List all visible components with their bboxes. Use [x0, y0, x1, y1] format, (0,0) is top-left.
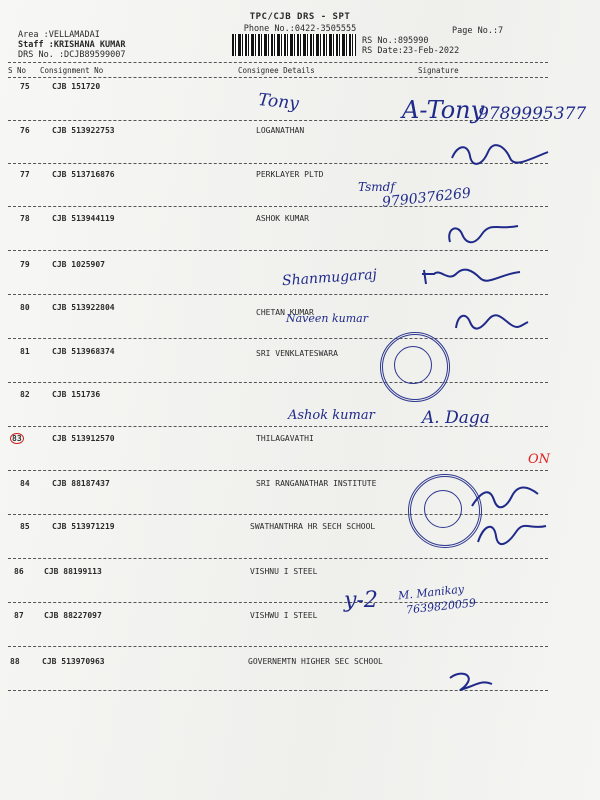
col-consignment: Consignment No — [40, 66, 104, 75]
handwritten-name: Naveen kumar — [286, 312, 368, 325]
row-sno: 75 — [20, 82, 30, 91]
row-consignee: ASHOK KUMAR — [256, 214, 309, 223]
table-row — [0, 611, 600, 655]
row-consignee: LOGANATHAN — [256, 126, 305, 135]
col-signature: Signature — [418, 66, 459, 75]
row-consignment: CJB 513912570 — [52, 434, 115, 443]
row-consignment: CJB 513716876 — [52, 170, 115, 179]
row-divider — [8, 294, 548, 295]
row-consignee: THILAGAVATHI — [256, 434, 314, 443]
row-divider — [8, 206, 548, 207]
row-consignment: CJB 151720 — [52, 82, 101, 91]
rubber-stamp-inner — [394, 346, 432, 384]
handwritten-phone: 7639820059 — [405, 596, 477, 617]
col-sno: S No — [8, 66, 27, 75]
sheet-title: TPC/CJB DRS - SPT — [249, 12, 351, 22]
row-sno: 87 — [14, 611, 24, 620]
row-sno: 76 — [20, 126, 30, 135]
table-row — [0, 170, 600, 214]
row-consignee: VISHNU I STEEL — [250, 567, 318, 576]
row-consignment: CJB 513968374 — [52, 347, 115, 356]
staff-field: Staff :KRISHANA KUMAR — [18, 40, 126, 50]
area-field: Area :VELLAMADAI — [18, 30, 100, 40]
row-sno: 88 — [10, 657, 20, 666]
handwritten-name: M. Manikay — [397, 582, 465, 603]
handwritten-phone: 9789995377 — [478, 104, 587, 124]
table-row — [0, 657, 600, 701]
column-rule — [8, 77, 548, 78]
row-consignment: CJB 88187437 — [52, 479, 110, 488]
row-sno: 82 — [20, 390, 30, 399]
signature-mark — [444, 220, 524, 250]
table-row — [0, 347, 600, 391]
row-consignee: SRI VENKLATESWARA — [256, 349, 338, 358]
row-consignment: CJB 88199113 — [44, 567, 102, 576]
header-rule — [8, 62, 548, 63]
handwritten-signature: A-Tony — [402, 96, 485, 124]
row-divider — [8, 250, 548, 251]
row-consignment: CJB 1025907 — [52, 260, 105, 269]
red-annotation: ON — [528, 452, 551, 467]
row-sno: 84 — [20, 479, 30, 488]
page-number: Page No.:7 — [452, 26, 504, 36]
handwritten-name: Tsmdf — [358, 180, 395, 194]
row-consignment: CJB 513971219 — [52, 522, 115, 531]
table-row — [0, 567, 600, 611]
row-divider — [8, 558, 548, 559]
signature-mark — [452, 308, 532, 334]
handwritten-signature: y-2 — [344, 588, 378, 613]
row-consignment: CJB 513922804 — [52, 303, 115, 312]
row-divider — [8, 470, 548, 471]
row-sno: 85 — [20, 522, 30, 531]
row-consignee: SRI RANGANATHAR INSTITUTE — [256, 479, 377, 488]
row-sno: 86 — [14, 567, 24, 576]
rs-date: RS Date:23-Feb-2022 — [362, 46, 460, 56]
row-sno: 78 — [20, 214, 30, 223]
signature-mark — [468, 480, 552, 552]
rubber-stamp-inner — [424, 490, 462, 528]
signature-mark — [420, 262, 530, 288]
drs-number: DRS No. :DCJB89599007 — [18, 50, 126, 60]
row-sno: 77 — [20, 170, 30, 179]
handwritten-name: Ashok kumar — [288, 408, 375, 423]
rs-number: RS No.:895990 — [362, 36, 429, 46]
row-consignee: PERKLAYER PLTD — [256, 170, 324, 179]
row-consignment: CJB 151736 — [52, 390, 101, 399]
col-consignee: Consignee Details — [238, 66, 315, 75]
row-consignment: CJB 513944119 — [52, 214, 115, 223]
row-consignment: CJB 513970963 — [42, 657, 105, 666]
row-sno: 80 — [20, 303, 30, 312]
phone-number: Phone No.:0422-3505555 — [243, 24, 357, 34]
row-consignment: CJB 88227097 — [44, 611, 102, 620]
row-consignee: VISHWU I STEEL — [250, 611, 318, 620]
row-consignment: CJB 513922753 — [52, 126, 115, 135]
row-consignee: CHETAN KUMAR — [256, 308, 314, 317]
table-row — [0, 434, 600, 478]
handwritten-name: Shanmugaraj — [281, 266, 378, 290]
row-consignee: SWATHANTHRA HR SECH SCHOOL — [250, 522, 376, 531]
row-sno: 83 — [12, 434, 22, 443]
row-divider — [8, 646, 548, 647]
barcode — [232, 34, 356, 56]
row-consignee: GOVERNEMTN HIGHER SEC SCHOOL — [248, 657, 383, 666]
row-divider — [8, 338, 548, 339]
handwritten-signature: A. Daga — [422, 408, 490, 428]
row-sno-circled — [10, 434, 24, 443]
handwritten-phone: 9790376269 — [381, 185, 472, 211]
row-sno: 81 — [20, 347, 30, 356]
handwritten-name: Tony — [257, 89, 300, 115]
signature-mark — [448, 140, 558, 170]
row-sno: 79 — [20, 260, 30, 269]
signature-mark — [446, 668, 496, 694]
row-divider — [8, 382, 548, 383]
